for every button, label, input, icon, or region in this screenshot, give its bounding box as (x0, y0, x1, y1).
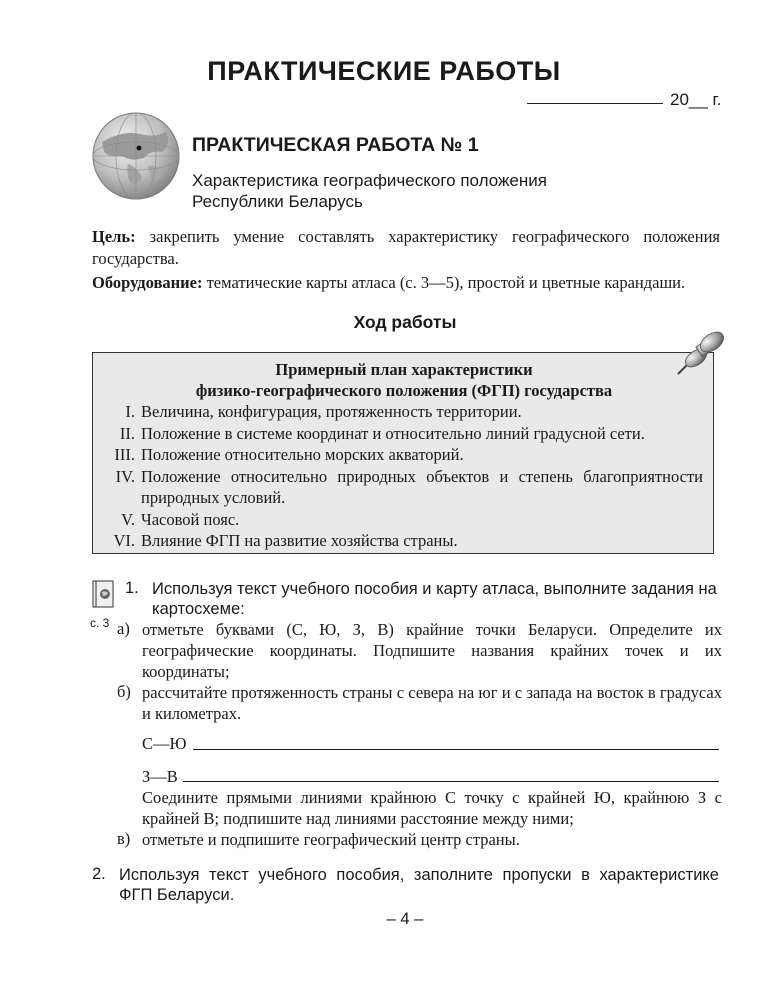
goal-text: закрепить умение составлять характеристику географического положения государства. (92, 227, 721, 268)
plan-item (93, 423, 703, 445)
date-blank-line[interactable] (527, 103, 663, 104)
plan-item-number: II. (119, 423, 135, 443)
page-number: – 4 – (386, 910, 424, 928)
equipment-label: Оборудование: (92, 273, 203, 292)
plan-item-text: Величина, конфигурация, протяженность территории. (141, 402, 522, 421)
subtask-a-label: а) (117, 619, 130, 638)
task-1-number: 1. (125, 579, 139, 597)
page-title: ПРАКТИЧЕСКИЕ РАБОТЫ (207, 56, 561, 86)
subtask-c-label: в) (117, 829, 131, 848)
progress-heading: Ход работы (353, 312, 457, 332)
subtitle-line-1: Характеристика географического положения (192, 171, 547, 190)
plan-item-number: III. (114, 445, 135, 464)
plan-heading-line-2: физико-географического положения (ФГП) государства (195, 381, 613, 400)
subtitle-line-2: Республики Беларусь (192, 192, 363, 211)
plan-item-number: I. (125, 402, 135, 421)
plan-box (92, 352, 714, 554)
plan-item (93, 444, 703, 466)
west-east-label: З—В (142, 767, 178, 786)
plan-item-text: Часовой пояс. (141, 509, 240, 529)
plan-item-text: Положение в системе координат и относительно линий градусной сети. (141, 423, 645, 443)
plan-item-text: Положение относительно морских акваторий. (141, 445, 464, 464)
connect-instruction: Соедините прямыми линиями крайнюю С точку с крайней Ю, крайнюю З с крайней В; подпишите над линиями расстояние между ними; (142, 788, 722, 828)
subtask-c-text: отметьте и подпишите географический центр страны. (142, 830, 520, 849)
goal-label: Цель: (92, 227, 136, 246)
pushpin-icon (674, 330, 728, 378)
plan-item-number: VI. (113, 531, 135, 550)
equipment-text: тематические карты атласа (с. 3—5), простой и цветные карандаши. (206, 273, 686, 292)
task-2-text: Используя текст учебного пособия, заполните пропуски в характеристике ФГП Беларуси. (119, 866, 719, 904)
task-1-text: Используя текст учебного пособия и карту атласа, выполните задания на картосхеме: (152, 580, 717, 618)
plan-item-text: Положение относительно природных объектов и степень благоприятности природных условий. (141, 466, 703, 507)
subtask-b-label: б) (117, 682, 131, 701)
north-south-label: С—Ю (142, 734, 187, 753)
plan-heading-line-1: Примерный план характеристики (275, 360, 533, 379)
plan-heading (93, 359, 715, 401)
practical-work-subtitle (192, 170, 592, 212)
plan-item (93, 509, 703, 531)
plan-item-number: V. (121, 509, 135, 529)
subtask-a-text: отметьте буквами (С, Ю, З, В) крайние точки Беларуси. Определите их географические координаты. Подпишите названия крайних точек и их координаты; (142, 620, 722, 681)
plan-item-text: Влияние ФГП на развитие хозяйства страны. (141, 531, 458, 550)
west-east-answer-line[interactable] (183, 781, 719, 782)
north-south-answer-line[interactable] (193, 749, 719, 750)
plan-item (93, 530, 703, 552)
date-label: 20__ г. (670, 90, 722, 109)
plan-item (93, 401, 703, 423)
plan-list (93, 401, 703, 552)
subtask-b-text: рассчитайте протяженность страны с севера на юг и с запада на восток в градусах и километрах. (142, 683, 722, 723)
atlas-book-icon (92, 580, 114, 608)
goal-section (92, 226, 720, 296)
page-reference: с. 3 (90, 616, 110, 630)
task-2-number: 2. (92, 865, 106, 883)
practical-work-title: ПРАКТИЧЕСКАЯ РАБОТА № 1 (192, 134, 479, 156)
plan-item (93, 466, 703, 509)
plan-item-number: IV. (115, 466, 135, 486)
globe-icon (92, 112, 180, 200)
